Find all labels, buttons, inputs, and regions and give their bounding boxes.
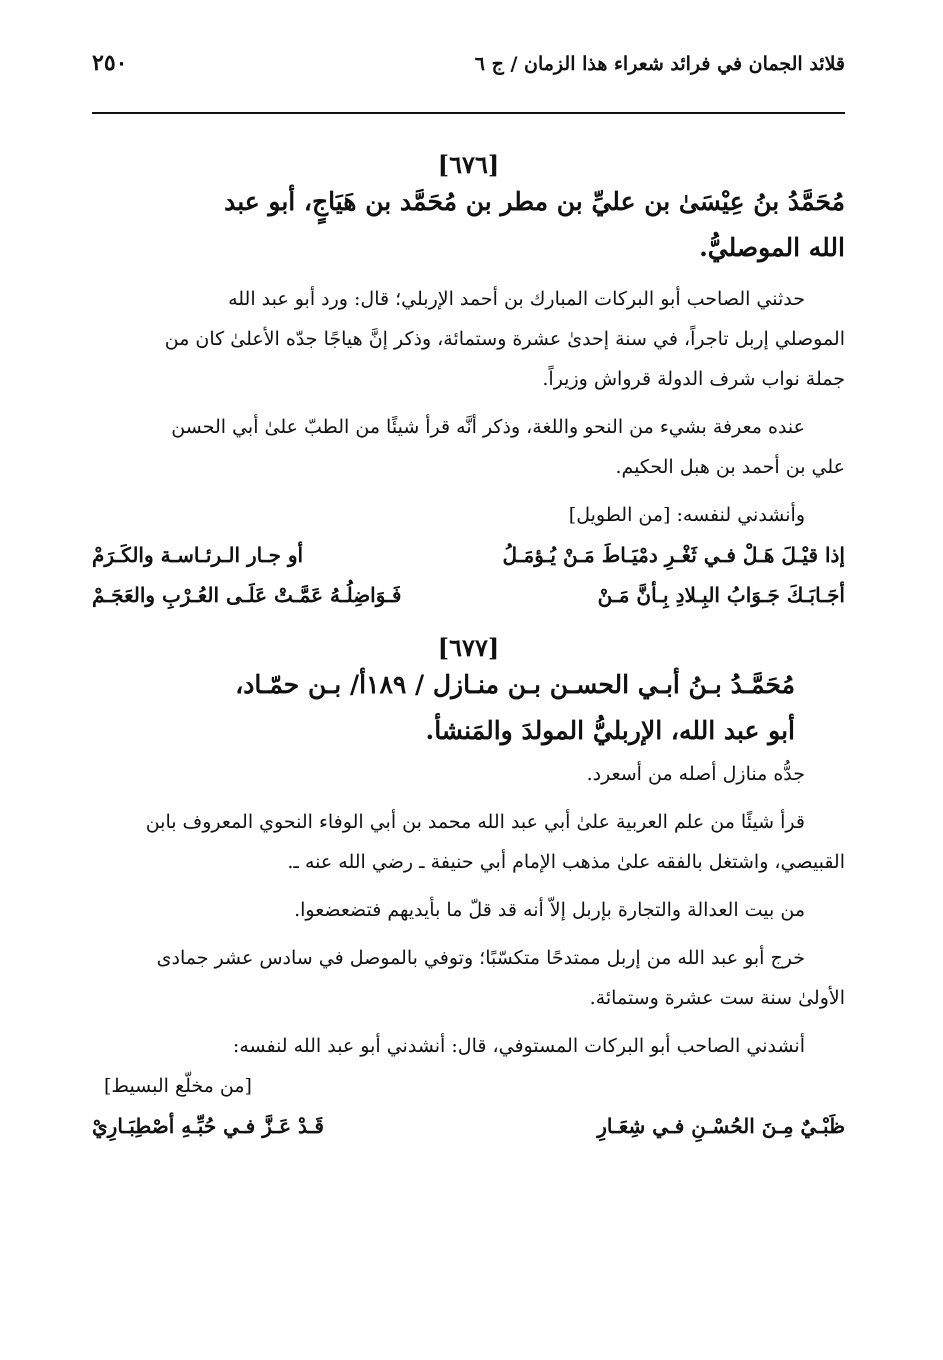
text-line: عنده معرفة بشيء من النحو واللغة، وذكر أنَّه قرأ شيئًا من الطبّ علىٰ أبي الحسن	[171, 416, 805, 438]
entry-title-line: مُحَمَّدُ بنُ عِيْسَىٰ بن عليِّ بن مطر بن مُحَمَّد بن هَيَاجٍ، أبو عبد	[224, 187, 845, 216]
paragraph	[92, 279, 845, 399]
paragraph	[92, 407, 845, 487]
entry-title-line: أبو عبد الله، الإربليُّ المولدَ والمَنشأ.	[425, 716, 795, 745]
entry-677	[92, 633, 845, 1146]
entry-title-line: مُحَمَّـدُ بـنُ أبـي الحسـن بـن منـازل / ١٨٩أ/ بـن حمّـاد،	[235, 670, 795, 699]
header-rule	[92, 112, 845, 114]
entry-title-line: الله الموصليُّ.	[699, 233, 845, 262]
verse-hemistich-first: ظَبْـيٌ مِـنَ الحُسْـنِ فـي شِعَـارِ	[597, 1114, 845, 1138]
recite-line: وأنشدني لنفسه: [من الطويل]	[568, 504, 805, 526]
text-line: الأولىٰ سنة ست عشرة وستمائة.	[589, 987, 845, 1009]
page	[92, 50, 845, 1360]
verse-line	[92, 535, 845, 575]
meter-label: [من مخلّع البسيط]	[104, 1075, 252, 1097]
entry-title	[92, 179, 845, 271]
running-title: قلائد الجمان في فرائد شعراء هذا الزمان / ج ٦	[474, 53, 845, 75]
verse-hemistich-first: إذا قيْـلَ هَـلْ فـي ثَغْـرِ دمْيَـاطَ مَـنْ يُـؤمَـلُ	[502, 543, 845, 567]
paragraph	[92, 938, 845, 1018]
text-line: جملة نواب شرف الدولة قرواش وزيراً.	[542, 368, 845, 390]
paragraph: جدُّه منازل أصله من أسعرد.	[586, 763, 805, 785]
paragraph: أنشدني الصاحب أبو البركات المستوفي، قال: أنشدني أبو عبد الله لنفسه:	[232, 1035, 805, 1057]
text-line: حدثني الصاحب أبو البركات المبارك بن أحمد الإربلي؛ قال: ورد أبو عبد الله	[228, 288, 805, 310]
page-header	[92, 50, 845, 102]
paragraph	[92, 802, 845, 882]
page-number: ٢٥٠	[92, 50, 128, 76]
paragraph: من بيت العدالة والتجارة بإربل إلاّ أنه قد قلّ ما بأيديهم فتضعضعوا.	[294, 899, 805, 921]
text-line: علي بن أحمد بن هبل الحكيم.	[615, 456, 845, 478]
verse-hemistich-second: فَـوَاضِلُـهُ عَمَّـتْ عَلَـى العُـرْبِ والعَجَـمْ	[92, 583, 402, 607]
entry-title	[92, 662, 845, 754]
verse-hemistich-second: قَـدْ عَـزَّ فـي حُبِّـهِ أصْطِبَـارِيْ	[92, 1114, 324, 1138]
entry-676	[92, 150, 845, 615]
entry-number: [٦٧٦]	[437, 150, 500, 179]
verse-line	[92, 575, 845, 615]
verse-hemistich-second: أو جـار الـرئـاسـة والكَـرَمْ	[92, 543, 304, 567]
verse-hemistich-first: أجَـابَـكَ جَـوَابُ البِـلادِ بِـأنَّ مَـنْ	[597, 583, 845, 607]
entry-number: [٦٧٧]	[437, 633, 500, 662]
text-line: قرأ شيئًا من علم العربية علىٰ أبي عبد الله محمد بن أبي الوفاء النحوي المعروف بابن	[145, 811, 805, 833]
verse-line	[92, 1106, 845, 1146]
text-line: خرج أبو عبد الله من إربل ممتدحًا متكسّبًا؛ وتوفي بالموصل في سادس عشر جمادى	[156, 947, 805, 969]
text-line: القبيصي، واشتغل بالفقه علىٰ مذهب الإمام أبي حنيفة ـ رضي الله عنه ـ.	[287, 851, 845, 873]
text-line: الموصلي إربل تاجراً، في سنة إحدىٰ عشرة وستمائة، وذكر إنَّ هياجًا جدّه الأعلىٰ كان من	[164, 328, 845, 350]
